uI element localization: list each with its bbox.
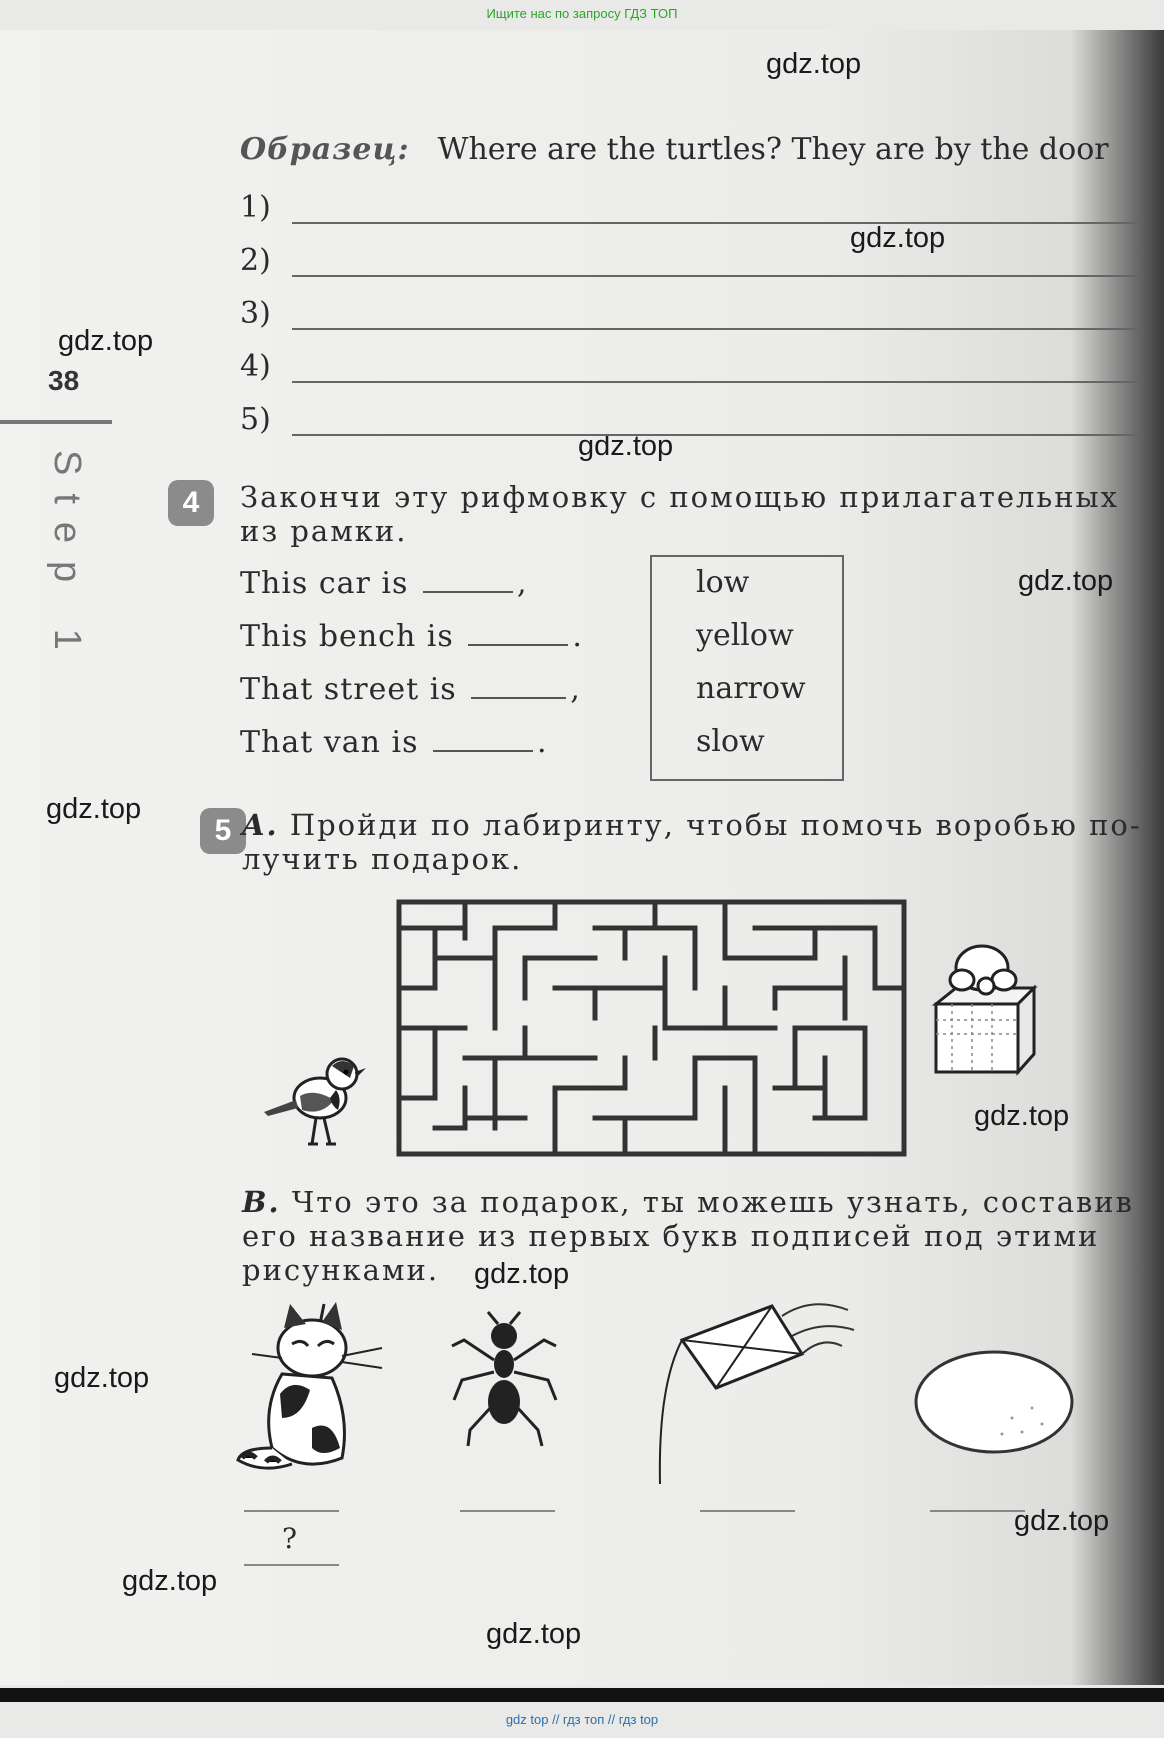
side-tab-label: Step 1 [46, 450, 88, 668]
ant-icon [444, 1310, 564, 1450]
instruction-line: лучить подарок. [242, 842, 523, 876]
maze[interactable] [395, 898, 910, 1160]
word-box [650, 555, 844, 781]
watermark: gdz.top [474, 1258, 570, 1290]
answer-line[interactable] [240, 349, 1140, 389]
exercise5b-instruction [242, 1185, 1134, 1287]
line-number: 5) [240, 402, 271, 437]
watermark: gdz.top [122, 1565, 218, 1597]
exercise5a-instruction [242, 808, 1142, 876]
question-mark: ? [282, 1522, 298, 1555]
answer-line[interactable] [240, 190, 1140, 230]
rhyme-punct: , [570, 672, 581, 707]
instruction-line: Пройди по лабиринту, чтобы помочь воробью по- [289, 808, 1142, 842]
side-tab [40, 450, 100, 740]
sample-text: Where are the turtles? They are by the door [437, 132, 1109, 167]
instruction-line: из рамки. [240, 514, 408, 548]
watermark: gdz.top [578, 430, 674, 462]
rhyme-text: This car is [240, 566, 409, 601]
answer-blank[interactable] [244, 1562, 339, 1566]
watermark: gdz.top [486, 1618, 582, 1650]
watermark: gdz.top [54, 1362, 150, 1394]
line-number: 1) [240, 190, 271, 225]
rhyme-line [240, 724, 548, 760]
instruction-line: его название из первых букв подписей под этими [242, 1219, 1100, 1253]
rhyme-punct: . [572, 619, 583, 654]
sample-label: Образец: [240, 132, 410, 167]
rhyme-line [240, 618, 583, 654]
answer-blank[interactable] [930, 1508, 1025, 1512]
top-banner: Ищите нас по запросу ГДЗ ТОП [486, 6, 678, 21]
line-number: 4) [240, 349, 271, 384]
rhyme-punct: , [516, 566, 528, 601]
answer-blank[interactable] [460, 1508, 555, 1512]
exercise4-instruction [240, 480, 1119, 548]
line-number: 3) [240, 296, 271, 331]
answer-blank[interactable] [423, 565, 513, 593]
side-divider [0, 420, 112, 424]
rhyme-line [240, 671, 581, 707]
answer-blank[interactable] [471, 671, 566, 699]
rhyme-text: This bench is [240, 619, 454, 654]
exercise-number-badge: 4 [168, 480, 214, 526]
answer-blank[interactable] [468, 618, 568, 646]
rhyme-text: That street is [240, 672, 457, 707]
sample-line [240, 132, 1109, 167]
watermark: gdz.top [58, 325, 154, 357]
answer-blank[interactable] [700, 1508, 795, 1512]
rhyme-line [240, 565, 528, 601]
footer-text: gdz top // гдз топ // гдз top [505, 1712, 659, 1727]
word-option: slow [696, 724, 765, 759]
answer-line[interactable] [240, 402, 1140, 442]
watermark: gdz.top [46, 793, 142, 825]
cat-icon [232, 1298, 402, 1478]
gift-icon [926, 942, 1038, 1082]
watermark: gdz.top [1014, 1505, 1110, 1537]
answer-blank[interactable] [433, 724, 533, 752]
answer-line[interactable] [240, 243, 1140, 283]
answer-line[interactable] [240, 296, 1140, 336]
watermark: gdz.top [766, 48, 862, 80]
watermark: gdz.top [850, 222, 946, 254]
watermark: gdz.top [974, 1100, 1070, 1132]
word-option: yellow [696, 618, 794, 653]
task-label: B. [242, 1185, 281, 1219]
egg-icon [912, 1348, 1080, 1458]
watermark: gdz.top [1018, 565, 1114, 597]
instruction-line: Закончи эту рифмовку с помощью прилагательных [240, 480, 1119, 514]
word-option: narrow [696, 671, 806, 706]
instruction-line: Что это за подарок, ты можешь узнать, составив [291, 1185, 1134, 1219]
bottom-bar [0, 1688, 1164, 1702]
rhyme-text: That van is [240, 725, 419, 760]
exercise-number-badge: 5 [200, 808, 246, 854]
line-number: 2) [240, 243, 271, 278]
page-number: 38 [48, 365, 80, 396]
word-option: low [696, 565, 750, 600]
task-label: A. [242, 808, 279, 842]
answer-blank[interactable] [244, 1508, 339, 1512]
instruction-line: рисунками. [242, 1253, 440, 1287]
sparrow-icon [262, 1048, 374, 1160]
rhyme-punct: . [537, 725, 548, 760]
kite-icon [652, 1296, 862, 1486]
